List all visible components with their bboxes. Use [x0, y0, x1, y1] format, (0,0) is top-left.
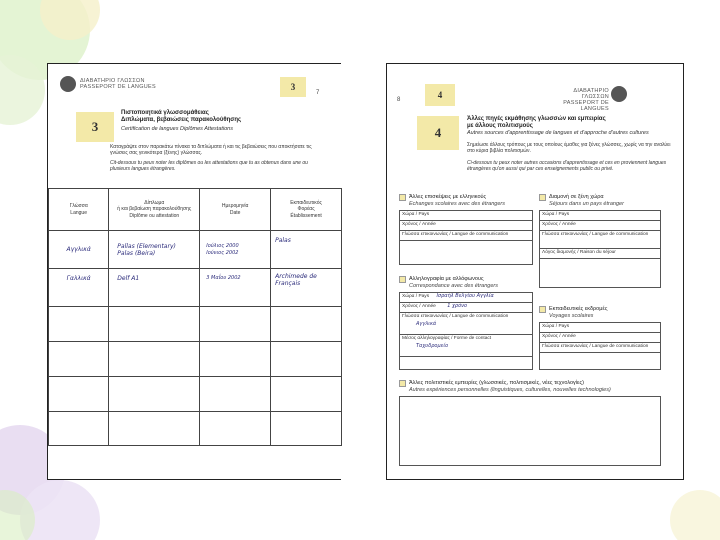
cell-date	[200, 307, 271, 342]
cell-diploma: Pallas (Elementary) Palas (Beira)	[109, 231, 200, 269]
other-experiences-icon	[399, 380, 406, 387]
table-row	[49, 307, 342, 342]
section-title	[467, 116, 677, 130]
field-contact[interactable]: Μέσος αλληλογραφίας / Forme de contact Ταχυδρομείο	[400, 335, 532, 357]
col-header-institution: Εκπαιδευτικός Φορέας Établissement	[271, 189, 342, 231]
page-number-box	[425, 84, 455, 106]
exchanges-icon	[399, 194, 406, 201]
table-row	[49, 412, 342, 446]
cell-language	[49, 412, 109, 446]
correspondence-title: Αλληλογραφία με αλλόφωνους Correspondance avec des étrangers	[409, 276, 498, 289]
field-language[interactable]: Γλώσσα επικοινωνίας / Langue de communication	[540, 343, 660, 353]
section-subtitle: Certification de langues Diplômes Attestations	[121, 126, 233, 132]
instructions-greek: Καταγράψτε στον παρακάτω πίνακα τα διπλώματα ή και τις βεβαιώσεις που αποκτήσατε τις γνώσεις σας γενικότερα (ξένης) γλώσσας.	[110, 144, 312, 157]
cell-date	[200, 412, 271, 446]
cell-institution	[271, 342, 342, 377]
cell-language	[49, 307, 109, 342]
section-title-line-1: Άλλες πηγές εκμάθησης γλωσσών και εμπειρίας	[467, 116, 606, 122]
cell-language: Αγγλικά	[49, 231, 109, 269]
cell-diploma	[109, 377, 200, 412]
header-title-el: ΔΙΑΒΑΤΗΡΙΟ ΓΛΩΣΣΩΝ	[80, 78, 145, 84]
cell-language	[49, 377, 109, 412]
section-title-line-2: με άλλους πολιτισμούς	[467, 123, 533, 129]
section-title-line-2: Διπλώματα, βεβαιώσεις παρακολούθησης	[121, 117, 242, 123]
cell-diploma	[109, 412, 200, 446]
passport-page-3	[47, 63, 341, 480]
field-language[interactable]: Γλώσσα επικοινωνίας / Langue de communication	[540, 231, 660, 249]
cell-institution	[271, 377, 342, 412]
corner-mark: 7	[316, 90, 320, 96]
field-country[interactable]: Χώρα / Pays Ισραήλ Βελγίου Αγγλία	[400, 293, 532, 303]
table-row	[49, 342, 342, 377]
cell-language	[49, 342, 109, 377]
field-country[interactable]: Χώρα / Pays	[540, 323, 660, 333]
cell-diploma	[109, 307, 200, 342]
school-trips-form	[539, 322, 661, 370]
section-title-line-1: Πιστοποιητικά γλωσσομάθειας	[121, 110, 209, 116]
table-row	[49, 269, 342, 307]
cell-date	[200, 377, 271, 412]
field-language[interactable]: Γλώσσα επικοινωνίας / Langue de communication	[400, 231, 532, 241]
col-header-language: Γλώσσα Langue	[49, 189, 109, 231]
cell-institution	[271, 307, 342, 342]
header-title-fr: PASSEPORT DE LANGUES	[563, 100, 609, 112]
page-number: 3	[290, 82, 296, 92]
page-number: 4	[437, 90, 443, 100]
other-experiences-title: Άλλες πολιτιστικές εμπειρίες (γλωσσικές, πολιτισμικές, νέες τεχνολογίες) Autres expériences personnelles (linguistiques, culturelles, nouvelles technologies)	[409, 380, 611, 393]
cell-institution: Palas	[271, 231, 342, 269]
instructions-french: Cit-dessous tu peux noter les diplômes ou les attestations que tu as obtenus dans une ou plusieurs langues étrangères.	[110, 160, 308, 173]
stay-abroad-title: Διαμονή σε ξένη χώρα Séjours dans un pays étranger	[549, 194, 624, 207]
header-title-el: ΔΙΑΒΑΤΗΡΙΟ ΓΛΩΣΣΩΝ	[573, 88, 609, 100]
section-number: 4	[434, 125, 442, 140]
section-number-box	[417, 116, 459, 150]
correspondence-icon	[399, 276, 406, 283]
field-year[interactable]: Χρόνος / Année	[540, 221, 660, 231]
school-trips-icon	[539, 306, 546, 313]
field-reason[interactable]: Λόγος διαμονής / Raison du séjour	[540, 249, 660, 259]
exchanges-form	[399, 210, 533, 265]
cell-diploma	[109, 342, 200, 377]
stay-abroad-icon	[539, 194, 546, 201]
cell-language: Γαλλικά	[49, 269, 109, 307]
cell-date	[200, 342, 271, 377]
instructions-greek: Σημείωσε άλλους τρόπους με τους οποίους έμαθες για ξένες γλώσσες, χωρίς να την αναλύει στο κύρια βιβλία πολιτισμών.	[467, 142, 671, 155]
other-experiences-textarea[interactable]	[399, 396, 661, 466]
section-number-box	[76, 112, 114, 142]
cell-diploma: Delf A1	[109, 269, 200, 307]
cell-institution	[271, 412, 342, 446]
cell-date: Ιούλιος 2000 Ιούνιος 2002	[200, 231, 271, 269]
table-header-row	[49, 189, 342, 231]
field-language[interactable]: Γλώσσα επικοινωνίας / Langue de communication Αγγλικά	[400, 313, 532, 335]
council-of-europe-logo-icon	[60, 76, 76, 92]
field-country[interactable]: Χώρα / Pays	[540, 211, 660, 221]
header-title	[547, 88, 609, 112]
instructions-french: Ci-dessous tu peux noter autres occasions d'apprentissage et ces en proviennent langues étrangères qu'on aussi qui par ces enseignements public ou privé.	[467, 160, 667, 173]
table-row	[49, 231, 342, 269]
section-title	[121, 110, 321, 124]
exchanges-title: Άλλες επισκέψεις με ελληνικούς Echanges scolaires avec des étrangers	[409, 194, 505, 207]
school-trips-title: Εκπαιδευτικές εκδρομές Voyages scolaires	[549, 306, 608, 319]
col-header-date: Ημερομηνία Date	[200, 189, 271, 231]
cell-date: 3 Μαΐου 2002	[200, 269, 271, 307]
correspondence-form	[399, 292, 533, 370]
section-subtitle: Autres sources d'apprentissage de langues et d'approche d'autres cultures	[467, 130, 649, 136]
cell-institution: Αrchimede de Français	[271, 269, 342, 307]
field-country[interactable]: Χώρα / Pays	[400, 211, 532, 221]
certificates-table	[48, 188, 342, 446]
section-number: 3	[91, 119, 99, 134]
passport-page-4	[386, 63, 684, 480]
field-year[interactable]: Χρόνος / Année 1 χρόνο	[400, 303, 532, 313]
council-of-europe-logo-icon	[611, 86, 627, 102]
page-number-box	[280, 77, 306, 97]
stay-abroad-form	[539, 210, 661, 288]
header-title	[80, 78, 156, 90]
header-title-fr: PASSEPORT DE LANGUES	[80, 84, 156, 90]
corner-mark: 8	[397, 97, 401, 103]
field-year[interactable]: Χρόνος / Année	[540, 333, 660, 343]
col-header-diploma: Δίπλωμα ή και βεβαίωση παρακολούθησης Diplôme ou attestation	[109, 189, 200, 231]
table-row	[49, 377, 342, 412]
field-year[interactable]: Χρόνος / Année	[400, 221, 532, 231]
